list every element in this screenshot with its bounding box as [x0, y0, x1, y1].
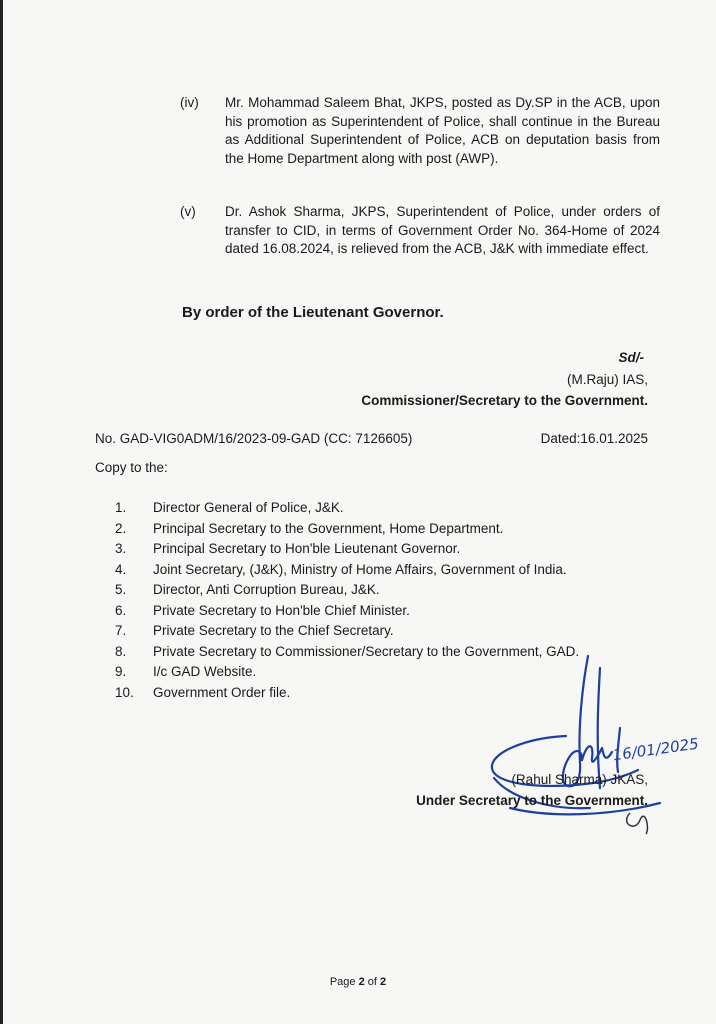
handwritten-date: 16/01/2025	[611, 734, 700, 765]
list-number: 7.	[115, 623, 127, 638]
handwritten-signature	[470, 648, 700, 848]
paragraph-iv	[170, 94, 660, 184]
list-text: I/c GAD Website.	[153, 664, 257, 679]
list-item	[115, 498, 579, 519]
signatory-name: (M.Raju) IAS,	[566, 372, 648, 387]
paragraph-text: Dr. Ashok Sharma, JKPS, Superintendent of Police, under orders of transfer to CID, in terms of Government Order No. 364-Home of 2024 dated 16.08.2024, is relieved from the ACB, J&K with immediate effect.	[225, 204, 660, 256]
list-item	[115, 580, 579, 601]
under-secretary-name: (Rahul Sharma) JKAS,	[511, 772, 648, 787]
list-item	[115, 539, 579, 560]
list-number: 1.	[115, 500, 127, 515]
list-number: 9.	[115, 664, 127, 679]
list-number: 3.	[115, 541, 127, 556]
list-number: 2.	[115, 520, 127, 536]
under-secretary-designation: Under Secretary to the Government.	[416, 793, 648, 808]
list-text: Private Secretary to Hon'ble Chief Minister.	[153, 602, 410, 618]
paragraph-number: (v)	[180, 204, 196, 219]
copy-to-label: Copy to the:	[95, 460, 168, 475]
of-word: of	[367, 976, 377, 988]
list-number: 5.	[115, 582, 127, 597]
signatory-designation: Commissioner/Secretary to the Government.	[361, 393, 648, 408]
page-word: Page	[329, 976, 356, 988]
list-text: Private Secretary to the Chief Secretary.	[153, 623, 394, 638]
list-number: 8.	[115, 643, 127, 659]
reference-date: Dated:16.01.2025	[540, 431, 648, 446]
list-number: 4.	[115, 561, 127, 577]
list-text: Principal Secretary to the Government, Home Department.	[153, 520, 504, 536]
list-text: Director, Anti Corruption Bureau, J&K.	[153, 582, 380, 597]
order-line: By order of the Lieutenant Governor.	[182, 304, 444, 321]
list-text: Government Order file.	[153, 684, 291, 700]
list-text: Director General of Police, J&K.	[153, 500, 344, 515]
list-text: Private Secretary to Commissioner/Secretary to the Government, GAD.	[153, 643, 580, 659]
list-item	[115, 519, 579, 540]
reference-number: No. GAD-VIG0ADM/16/2023-09-GAD (CC: 7126605)	[95, 431, 413, 446]
paragraph-v	[170, 203, 660, 279]
list-item	[115, 621, 579, 642]
paragraph-text: Mr. Mohammad Saleem Bhat, JKPS, posted as Dy.SP in the ACB, upon his promotion as Superintendent of Police, shall continue in the Bureau as Additional Superintendent of Police, ACB on deputation basis from the Home Department along with post (AWP).	[225, 95, 660, 166]
list-text: Principal Secretary to Hon'ble Lieutenant Governor.	[153, 541, 461, 556]
page-number: 2	[358, 976, 365, 988]
list-item	[115, 560, 579, 581]
scan-edge	[0, 0, 3, 1024]
signed-mark: Sd/-	[618, 350, 644, 365]
list-number: 6.	[115, 602, 127, 618]
list-number: 10.	[115, 684, 134, 700]
paragraph-number: (iv)	[180, 95, 199, 110]
list-text: Joint Secretary, (J&K), Ministry of Home Affairs, Government of India.	[153, 561, 567, 577]
page-total: 2	[380, 976, 387, 988]
page-footer	[0, 976, 716, 988]
list-item	[115, 601, 579, 622]
